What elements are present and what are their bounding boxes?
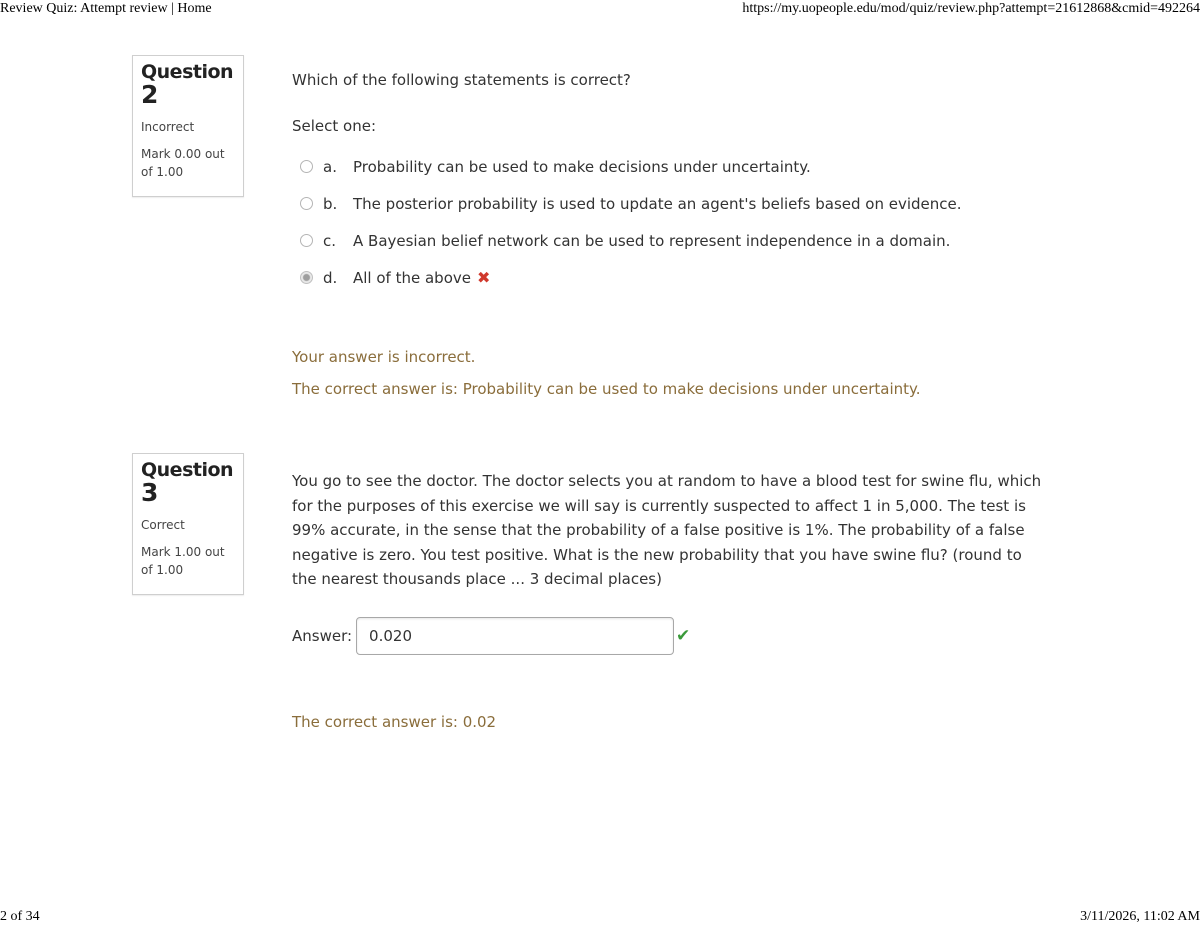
print-header: [0, 1, 1200, 17]
question-text: [292, 469, 1041, 592]
question-text-line: You go to see the doctor. The doctor selects you at random to have a blood test for swine flu, which: [292, 472, 1042, 490]
correct-check-icon: ✔: [676, 626, 691, 646]
question-text-line: negative is zero. You test positive. What is the new probability that you have swine flu? (round to: [292, 545, 1022, 564]
answer-label: Answer:: [292, 627, 353, 645]
question-number: 2: [141, 80, 159, 109]
select-prompt: Select one:: [292, 117, 377, 135]
option-c[interactable]: [300, 222, 962, 259]
option-text: The posterior probability is used to update an agent's beliefs based on evidence.: [353, 194, 962, 213]
grade-line: of 1.00: [141, 563, 184, 577]
option-a[interactable]: [300, 148, 962, 185]
question-grade: [141, 542, 243, 580]
option-letter: d.: [323, 268, 338, 287]
page-title: Review Quiz: Attempt review | Home: [0, 1, 212, 16]
option-text: All of the above: [353, 268, 471, 287]
radio-button[interactable]: [300, 197, 313, 210]
answer-options: [300, 148, 962, 296]
print-footer: [0, 909, 1200, 925]
question-text-line: the nearest thousands place ... 3 decimal places): [292, 570, 662, 588]
radio-button[interactable]: [300, 234, 313, 247]
question-state: Correct: [141, 518, 185, 532]
option-text: Probability can be used to make decisions under uncertainty.: [353, 157, 811, 176]
print-datetime: 3/11/2026, 11:02 AM: [1080, 909, 1200, 924]
grade-line: of 1.00: [141, 165, 184, 179]
radio-button[interactable]: [300, 160, 313, 173]
question-label: Question: [141, 459, 234, 481]
grade-line: Mark 0.00 out: [141, 147, 225, 161]
page-url: https://my.uopeople.edu/mod/quiz/review.php?attempt=21612868&cmid=492264: [742, 1, 1200, 16]
question-state: Incorrect: [141, 120, 195, 134]
incorrect-icon: ✖: [476, 268, 491, 287]
option-text: A Bayesian belief network can be used to represent independence in a domain.: [353, 231, 951, 250]
question-label: Question: [141, 61, 234, 83]
option-b[interactable]: [300, 185, 962, 222]
question-text-line: for the purposes of this exercise we will say is currently suspected to affect 1 in 5,000. The test is: [292, 496, 1026, 515]
question-number: 3: [141, 478, 159, 507]
question-grade: [141, 144, 243, 182]
question-info-box: [132, 55, 244, 197]
question-info-box: [132, 453, 244, 595]
feedback-status: Your answer is incorrect.: [292, 348, 476, 366]
question-text: Which of the following statements is correct?: [292, 71, 631, 89]
grade-line: Mark 1.00 out: [141, 545, 225, 559]
option-letter: b.: [323, 194, 338, 213]
page-count: 2 of 34: [0, 909, 40, 924]
correct-answer-feedback: The correct answer is: Probability can be used to make decisions under uncertainty.: [292, 380, 921, 398]
option-d[interactable]: [300, 259, 962, 296]
radio-button-selected[interactable]: [300, 271, 313, 284]
option-letter: c.: [323, 231, 337, 250]
answer-row: [292, 617, 690, 655]
answer-input[interactable]: 0.020: [356, 617, 674, 655]
correct-answer-feedback: The correct answer is: 0.02: [292, 713, 497, 731]
question-text-line: 99% accurate, in the sense that the probability of a false positive is 1%. The probability of a false: [292, 521, 1025, 539]
option-letter: a.: [323, 157, 337, 176]
